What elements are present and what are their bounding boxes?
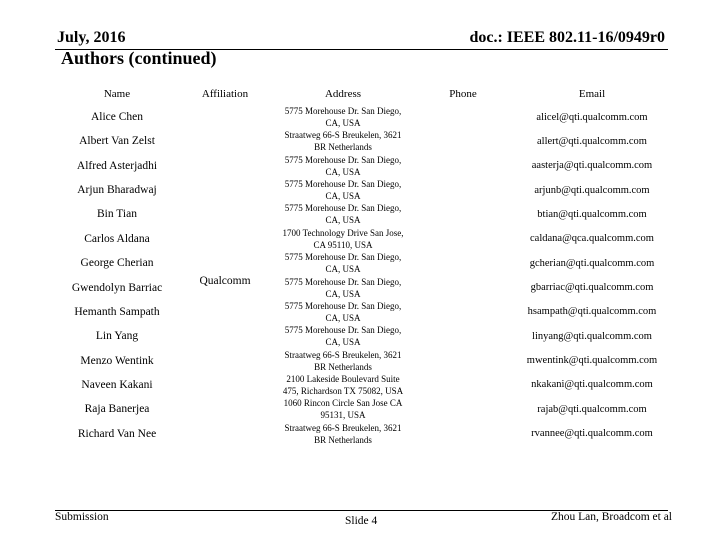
author-name: Naveen Kakani (81, 378, 153, 391)
author-address: 2100 Lakeside Boulevard Suite 475, Richardson TX 75082, USA (282, 373, 404, 396)
author-name: Gwendolyn Barriac (71, 281, 163, 294)
author-name: George Cherian (80, 257, 154, 270)
author-email: alicel@qti.qualcomm.com (536, 111, 648, 123)
author-email: rajab@qti.qualcomm.com (537, 403, 647, 415)
author-email: arjunb@qti.qualcomm.com (534, 184, 650, 196)
author-address: 1060 Rincon Circle San Jose CA 95131, USA (283, 398, 403, 421)
author-email: btian@qti.qualcomm.com (537, 208, 647, 220)
author-address: Straatweg 66-S Breukelen, 3621 BR Netherlands (284, 422, 402, 445)
author-phone (423, 276, 503, 300)
author-address: 5775 Morehouse Dr. San Diego, CA, USA (284, 325, 402, 348)
author-email: aasterja@qti.qualcomm.com (531, 160, 653, 172)
author-name: Hemanth Sampath (74, 305, 160, 318)
author-address: 5775 Morehouse Dr. San Diego, CA, USA (284, 276, 402, 299)
author-address: 5775 Morehouse Dr. San Diego, CA, USA (284, 154, 402, 177)
slide-number: Slide 4 (345, 515, 378, 527)
author-address: 5775 Morehouse Dr. San Diego, CA, USA (284, 106, 402, 128)
author-address: 1700 Technology Drive San Jose, CA 95110, USA (282, 227, 404, 250)
author-email: caldana@qca.qualcomm.com (530, 233, 654, 245)
header-date: July, 2016 (57, 29, 126, 46)
author-phone (423, 227, 503, 251)
author-name: Alice Chen (90, 111, 144, 123)
author-address: 5775 Morehouse Dr. San Diego, CA, USA (284, 300, 402, 323)
column-header-name: Name (103, 88, 131, 100)
author-email: nkakani@qti.qualcomm.com (531, 379, 653, 391)
page-title: Authors (continued) (61, 48, 217, 68)
author-phone (423, 129, 503, 153)
column-header-email: Email (578, 88, 606, 100)
column-header-address: Address (324, 88, 362, 100)
author-email: hsampath@qti.qualcomm.com (527, 306, 657, 318)
author-address: Straatweg 66-S Breukelen, 3621 BR Netherlands (284, 349, 402, 372)
author-phone (423, 373, 503, 397)
author-name: Alfred Asterjadhi (76, 159, 158, 172)
author-phone (423, 178, 503, 202)
affiliation-cell: Qualcomm (199, 275, 251, 287)
author-phone (423, 154, 503, 178)
author-email: gbarriac@qti.qualcomm.com (530, 282, 654, 293)
author-address: 5775 Morehouse Dr. San Diego, CA, USA (284, 179, 402, 202)
author-name: Albert Van Zelst (79, 135, 155, 148)
author-name: Bin Tian (97, 208, 137, 221)
footer-submission: Submission (55, 511, 109, 523)
author-phone (423, 422, 503, 446)
author-phone (423, 324, 503, 348)
author-email: gcherian@qti.qualcomm.com (529, 257, 655, 269)
header-doc-id: doc.: IEEE 802.11-16/0949r0 (469, 29, 665, 46)
author-name: Carlos Aldana (84, 232, 150, 245)
column-header-affiliation: Affiliation (201, 88, 249, 100)
author-phone (423, 397, 503, 421)
author-phone (423, 349, 503, 373)
author-phone (423, 105, 503, 129)
author-email: rvannee@qti.qualcomm.com (531, 428, 653, 440)
author-phone (423, 300, 503, 324)
author-email: mwentink@qti.qualcomm.com (526, 355, 658, 366)
author-phone (423, 251, 503, 275)
author-name: Menzo Wentink (80, 354, 154, 367)
author-name: Arjun Bharadwaj (77, 184, 157, 197)
author-address: 5775 Morehouse Dr. San Diego, CA, USA (284, 252, 402, 275)
author-name: Lin Yang (95, 330, 139, 343)
author-email: allert@qti.qualcomm.com (537, 135, 647, 147)
author-phone (423, 202, 503, 226)
author-address: Straatweg 66-S Breukelen, 3621 BR Netherlands (284, 130, 402, 153)
footer-author: Zhou Lan, Broadcom et al (550, 511, 672, 523)
author-address: 5775 Morehouse Dr. San Diego, CA, USA (284, 203, 402, 226)
author-name: Raja Banerjea (84, 403, 150, 416)
column-header-phone: Phone (449, 88, 477, 100)
author-name: Richard Van Nee (77, 427, 157, 440)
author-email: linyang@qti.qualcomm.com (532, 330, 652, 342)
